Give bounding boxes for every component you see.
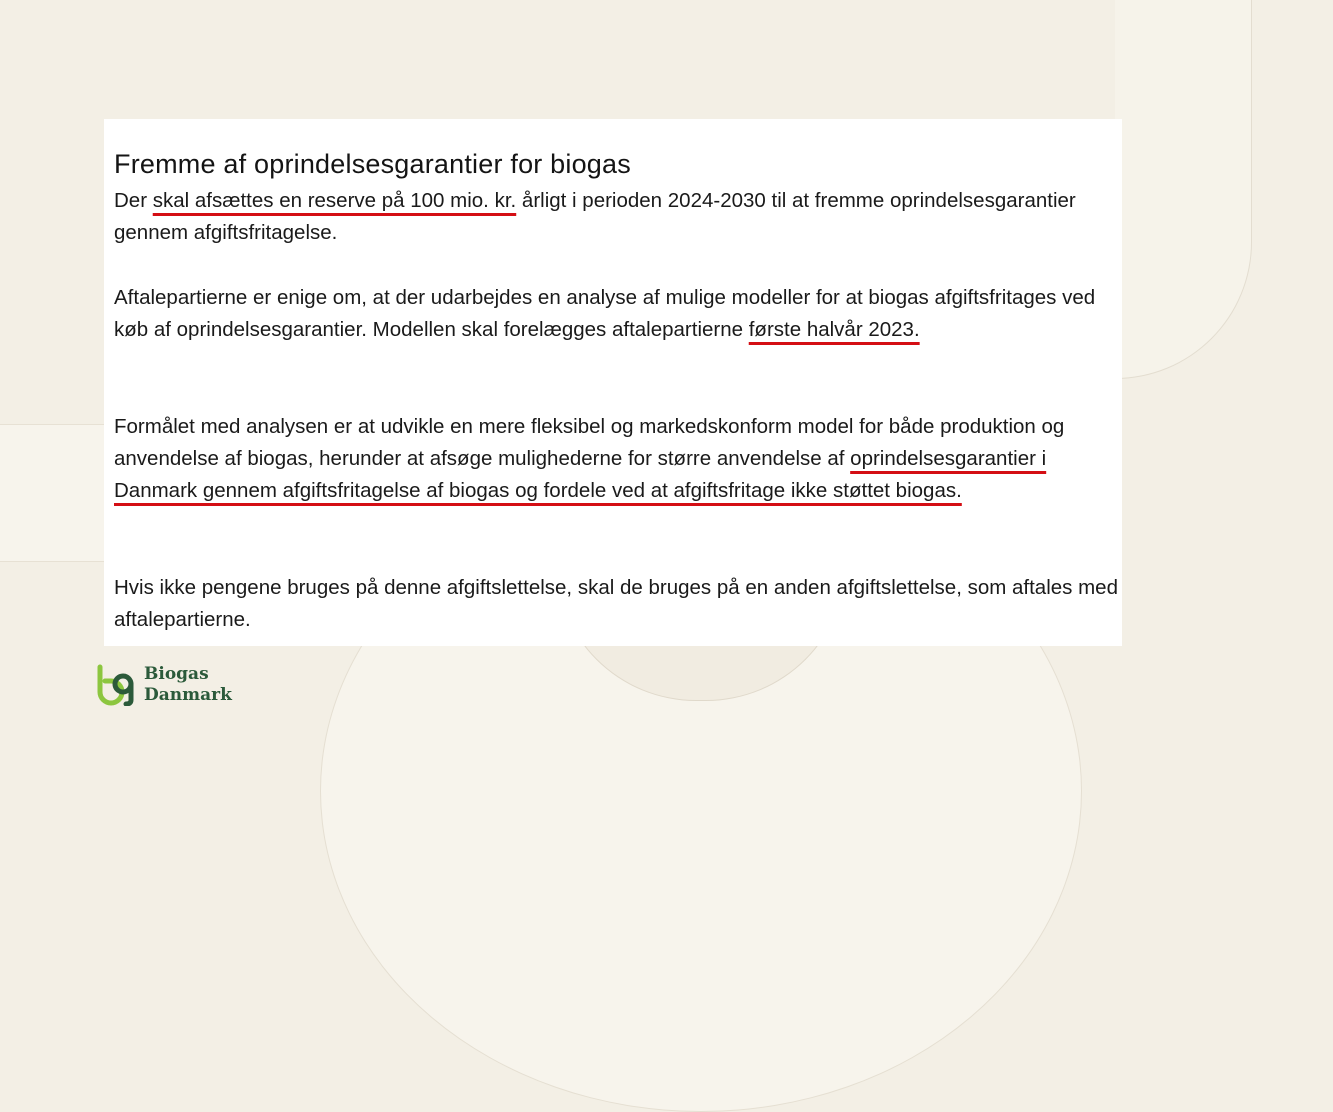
background-panel-left [0, 424, 104, 562]
paragraph-analysis [114, 282, 1119, 346]
brand-name-line2: Danmark [144, 685, 232, 705]
document-excerpt [104, 119, 1122, 646]
brand-name [144, 664, 232, 706]
document-title: Fremme af oprindelsesgarantier for biogas [114, 149, 631, 179]
brand-logo [96, 664, 232, 706]
paragraph-purpose [114, 411, 1119, 507]
highlighted-text: første halvår 2023. [748, 318, 920, 341]
paragraph-text: Formålet med analysen er at udvikle en mere fleksibel og markedskonform model for både produktion og anvendelse af biogas, herunder at afsøge mulighederne for større anvendelse af [114, 415, 1065, 470]
paragraph-text: Aftalepartierne er enige om, at der udarbejdes en analyse af mulige modeller for at biogas afgiftsfritages ved køb af oprindelsesgarantier. Modellen skal forelægges aftalepartierne [114, 286, 1096, 341]
highlighted-text: oprindelsesgarantier i Danmark gennem afgiftsfritagelse af biogas og fordele ved at afgiftsfritage ikke støttet biogas. [114, 447, 1047, 502]
brand-name-line1: Biogas [144, 664, 209, 684]
paragraph-reserve [114, 185, 1119, 249]
paragraph-text: Hvis ikke pengene bruges på denne afgiftslettelse, skal de bruges på en anden afgiftslettelse, som aftales med aftalepartierne. [114, 576, 1118, 631]
paragraph-text: Der [114, 189, 153, 212]
paragraph-fallback [114, 572, 1119, 636]
paragraph-text: årligt i perioden 2024-2030 til at fremme oprindelsesgarantier gennem afgiftsfritagelse. [114, 189, 1076, 244]
highlighted-text: skal afsættes en reserve på 100 mio. kr. [152, 189, 517, 212]
biogas-danmark-logo-icon [96, 664, 138, 706]
